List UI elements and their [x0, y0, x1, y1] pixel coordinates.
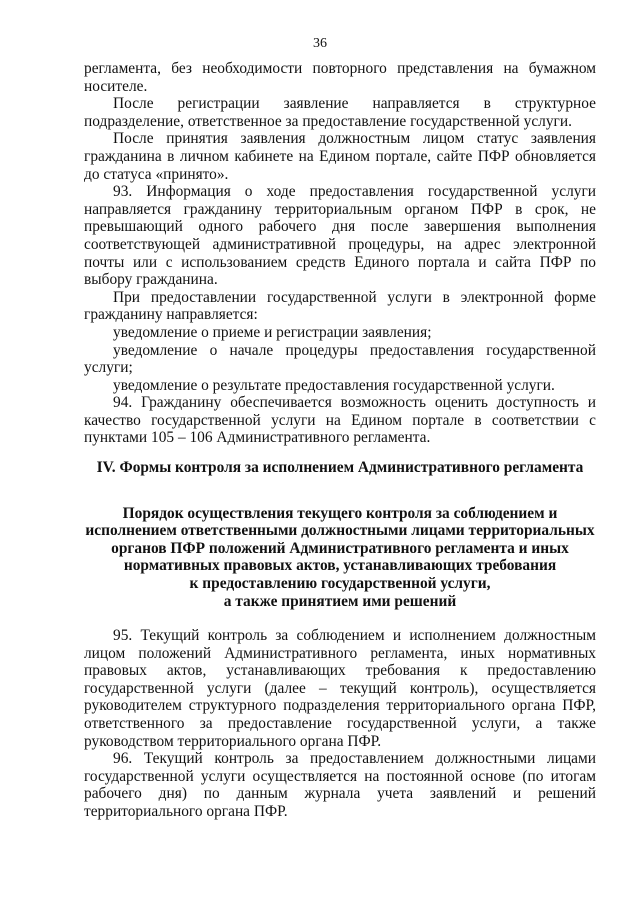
subsection-title	[84, 505, 596, 611]
paragraph-93: 93. Информация о ходе предоставления государственной услуги направляется гражданину территориальным органом ПФР в срок, не превышающий одного рабочего дня после завершения выполнения соответствующей административной процедуры, на адрес электронной почты или с использованием средств Единого портала и сайта ПФР по выбору гражданина.	[84, 183, 596, 289]
page-number: 36	[313, 36, 327, 51]
list-item-notification-result: уведомление о результате предоставления государственной услуги.	[113, 376, 555, 394]
paragraph-96: 96. Текущий контроль за предоставлением должностными лицами государственной услуги осуществляется на постоянной основе (по итогам рабочего дня) по данным журнала учета заявлений и решений территориального органа ПФР.	[84, 750, 596, 820]
paragraph-electronic-form: При предоставлении государственной услуги в электронной форме гражданину направляется:	[84, 288, 596, 324]
subsection-title-line: исполнением ответственными должностными лицами территориальных	[85, 522, 595, 540]
paragraph-95: 95. Текущий контроль за соблюдением и исполнением должностным лицом положений Административного регламента, иных нормативных правовых актов, устанавливающих требования к предоставлению государственной услуги (далее – текущий контроль), осуществляется руководителем структурного подразделения территориального органа ПФР, ответственного за предоставление государственной услуги, а также руководством территориального органа ПФР.	[84, 627, 596, 750]
paragraph-94: 94. Гражданину обеспечивается возможность оценить доступность и качество государственной услуги на Едином портале в соответствии с пунктами 105 – 106 Административного регламента.	[84, 394, 596, 447]
subsection-title-line: нормативных правовых актов, устанавливающих требования	[123, 557, 557, 575]
paragraph-registration: После регистрации заявление направляется в структурное подразделение, ответственное за предоставление государственной услуги.	[84, 95, 596, 130]
text-block-top	[84, 60, 596, 447]
section-title: IV. Формы контроля за исполнением Административного регламента	[96, 459, 584, 476]
subsection-title-line: органов ПФР положений Административного регламента и иных	[111, 539, 569, 557]
section-heading-block	[84, 459, 596, 610]
text-block-bottom	[84, 627, 596, 821]
paragraph-status: После принятия заявления должностным лицом статус заявления гражданина в личном кабинете на Едином портале, сайте ПФР обновляется до статуса «принято».	[84, 130, 596, 183]
list-item-notification-start: уведомление о начале процедуры предоставления государственной услуги;	[84, 341, 596, 377]
list-item-notification-receipt: уведомление о приеме и регистрации заявления;	[113, 323, 432, 341]
paragraph-continuation: регламента, без необходимости повторного представления на бумажном носителе.	[84, 60, 596, 95]
subsection-title-line: а также принятием ими решений	[223, 592, 457, 610]
subsection-title-line: Порядок осуществления текущего контроля за соблюдением и	[122, 504, 558, 522]
subsection-title-line: к предоставлению государственной услуги,	[189, 574, 491, 592]
